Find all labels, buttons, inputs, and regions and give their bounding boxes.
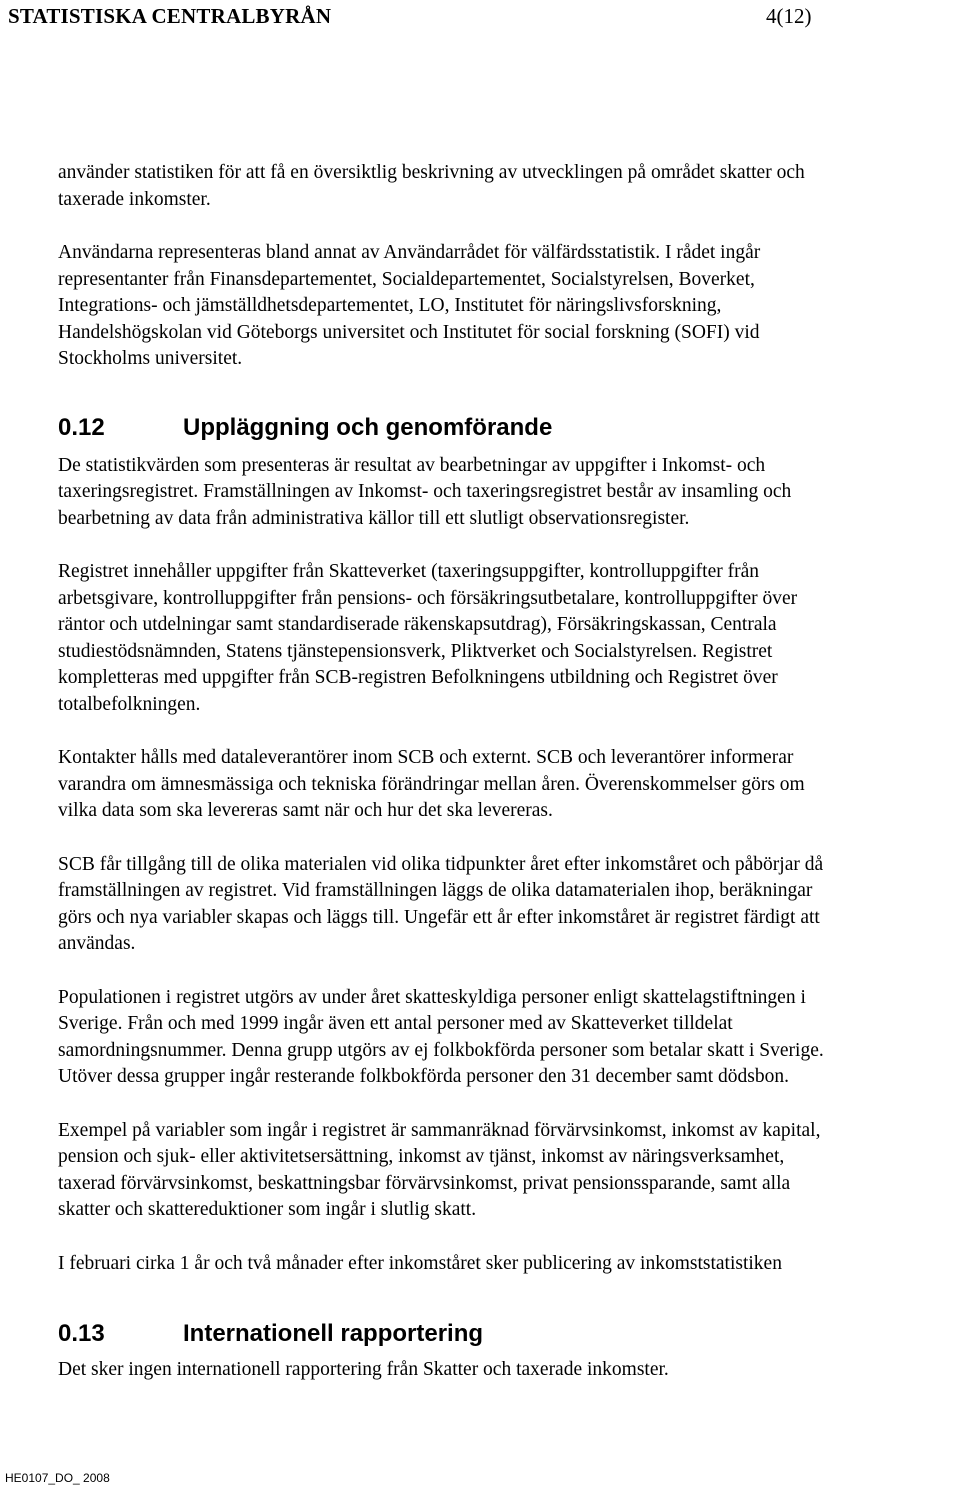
- paragraph-international-reporting: Det sker ingen internationell rapportering från Skatter och taxerade inkomster.: [58, 1359, 669, 1380]
- section-title: Internationell rapportering: [183, 1320, 484, 1347]
- section-heading-0-13: [58, 1319, 958, 1349]
- paragraph-statistics-values: De statistikvärden som presenteras är resultat av bearbetningar av uppgifter i Inkomst- och taxeringsregistret. Framställningen av Inkomst- och taxeringsregistret består av insamling och bearbetning av data från administrativa källor till ett slutligt observationsregister.: [58, 454, 792, 529]
- page-footer: HE0107_DO_ 2008: [5, 1471, 110, 1485]
- paragraph-material-access: SCB får tillgång till de olika materialen vid olika tidpunkter året efter inkomståret och påbörjar då framställningen av registret. Vid framställningen läggs de olika datamaterialen ihop, beräkningar görs och nya variabler skapas och läggs till. Ungefär ett år efter inkomståret är registret färdigt att användas.: [58, 853, 824, 954]
- section-number: 0.13: [58, 1320, 105, 1347]
- paragraph-users: Användarna representeras bland annat av Användarrådet för välfärdsstatistik. I rådet ingår representanter från Finansdepartementet, Socialdepartementet, Socialstyrelsen, Boverket, Integrations- och jämställdhetsdepartementet, LO, Institutet för näringslivsforskning, Handelshögskolan vid Göteborgs universitet och Institutet för social forskning (SOFI) vid Stockholms universitet.: [58, 242, 761, 369]
- paragraph-contacts: Kontakter hålls med dataleverantörer inom SCB och externt. SCB och leverantörer informerar varandra om ämnesmässiga och tekniska förändringar mellan åren. Överenskommelser görs om vilka data som ska levereras samt när och hur det ska levereras.: [58, 747, 805, 821]
- paragraph-population: Populationen i registret utgörs av under året skatteskyldiga personer enligt skattelagstiftningen i Sverige. Från och med 1999 ingår även ett antal personer med av Skatteverket tilldelat samordningsnummer. Denna grupp utgörs av ej folkbokförda personer som betalar skatt i Sverige. Utöver dessa grupper ingår resterande folkbokförda personer den 31 december samt dödsbon.: [58, 986, 824, 1087]
- paragraph-variables: Exempel på variabler som ingår i registret är sammanräknad förvärvsinkomst, inkomst av kapital, pension och sjuk- eller aktivitetsersättning, inkomst av tjänst, inkomst av näringsverksamhet, taxerad förvärvsinkomst, beskattningsbar förvärvsinkomst, privat pensionssparande, samt alla skatter och skattereduktioner som ingår i slutlig skatt.: [58, 1119, 821, 1220]
- paragraph-register-contents: Registret innehåller uppgifter från Skatteverket (taxeringsuppgifter, kontrolluppgifter från arbetsgivare, kontrolluppgifter från pensions- och försäkringsutbetalare, kontrolluppgifter över räntor och utdelningar samt standardiserade räkenskapsutdrag), Försäkringskassan, Centrala studiestödsnämnden, Statens tjänstepensionsverk, Pliktverket och Socialstyrelsen. Registret kompletteras med uppgifter från SCB-registren Befolkningens utbildning och Registret över totalbefolkningen.: [58, 561, 798, 715]
- section-heading-0-12: [58, 413, 958, 443]
- section-title: Uppläggning och genomförande: [183, 413, 553, 441]
- page-number: 4(12): [766, 4, 812, 28]
- organization-name: STATISTISKA CENTRALBYRÅN: [8, 4, 332, 28]
- paragraph-intro: använder statistiken för att få en översiktlig beskrivning av utvecklingen på området skatter och taxerade inkomster.: [58, 162, 805, 210]
- paragraph-publication: I februari cirka 1 år och två månader efter inkomståret sker publicering av inkomststatistiken: [58, 1252, 782, 1274]
- section-number: 0.12: [58, 413, 105, 441]
- document-body: [58, 160, 958, 1411]
- page-header: [8, 4, 952, 34]
